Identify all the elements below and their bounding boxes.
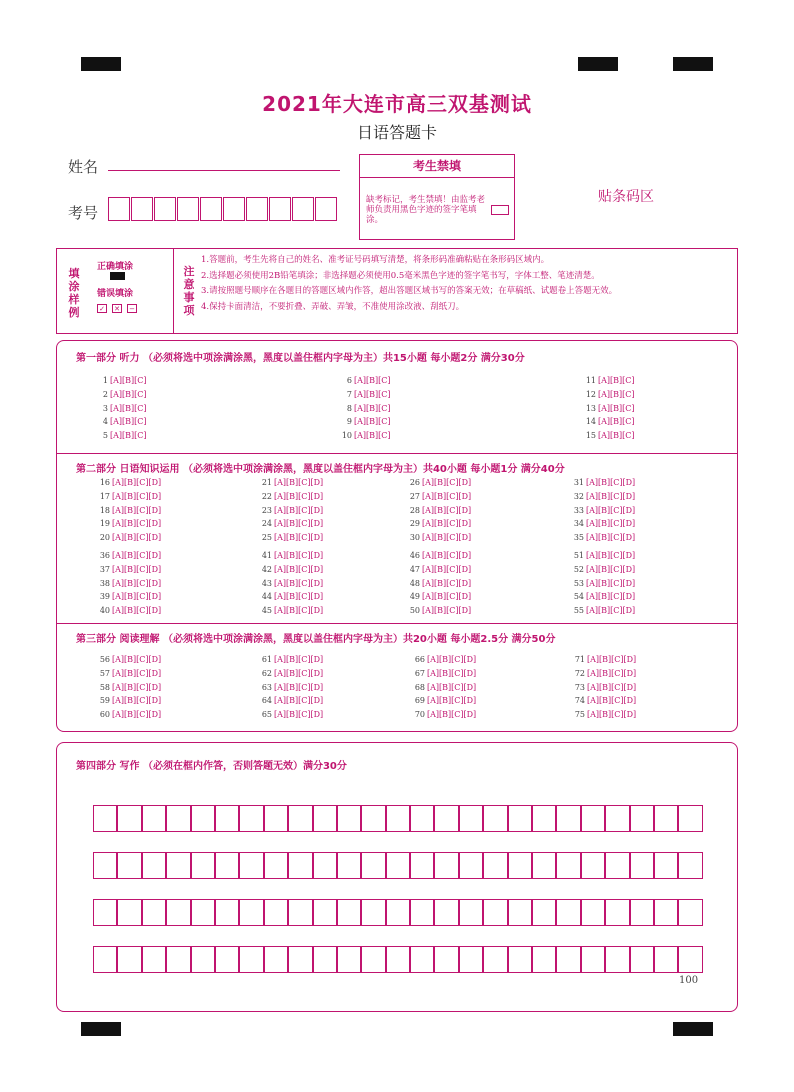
writing-cell[interactable]: [386, 899, 410, 926]
writing-cell[interactable]: [313, 899, 337, 926]
notes-label: 注意事项: [183, 265, 195, 317]
answer-row-47[interactable]: 47 [A][B][C][D]: [409, 564, 472, 574]
writing-cell[interactable]: [361, 805, 385, 832]
note-item: 3.请按照题号顺序在各题目的答题区域内作答，超出答题区域书写的答案无效；在草稿纸、试题卷上答题无效。: [201, 286, 618, 296]
answer-row-5[interactable]: 5 [A][B][C]: [102, 431, 147, 441]
writing-cell[interactable]: [264, 805, 288, 832]
answer-row-4[interactable]: 4 [A][B][C]: [102, 417, 147, 427]
answer-row-34[interactable]: 34 [A][B][C][D]: [573, 519, 636, 529]
name-field[interactable]: [108, 170, 340, 171]
writing-cell[interactable]: [93, 899, 117, 926]
writing-cell[interactable]: [313, 805, 337, 832]
writing-cell[interactable]: [117, 946, 141, 973]
writing-cell[interactable]: [215, 852, 239, 879]
writing-grid-row[interactable]: [93, 899, 703, 926]
writing-cell[interactable]: [191, 805, 215, 832]
answer-row-7[interactable]: 7 [A][B][C]: [346, 389, 391, 399]
alignment-mark: [578, 57, 618, 71]
barcode-area: 贴条码区: [598, 189, 654, 205]
answer-row-48[interactable]: 48 [A][B][C][D]: [409, 578, 472, 588]
writing-cell[interactable]: [532, 899, 556, 926]
answer-row-22[interactable]: 22 [A][B][C][D]: [261, 491, 324, 501]
writing-cell[interactable]: [166, 852, 190, 879]
answer-row-23[interactable]: 23 [A][B][C][D]: [261, 505, 324, 515]
id-label: 考号: [68, 204, 99, 222]
writing-cell[interactable]: [434, 946, 458, 973]
answer-row-24[interactable]: 24 [A][B][C][D]: [261, 519, 324, 529]
answer-row-62[interactable]: 62 [A][B][C][D]: [261, 668, 324, 678]
writing-cell[interactable]: [410, 805, 434, 832]
answer-row-49[interactable]: 49 [A][B][C][D]: [409, 592, 472, 602]
writing-grid-row[interactable]: [93, 852, 703, 879]
wrong-fill-check-icon: ✓: [97, 304, 107, 313]
answer-row-11[interactable]: 11 [A][B][C]: [585, 376, 635, 385]
divider: [173, 249, 174, 333]
page-subtitle: 日语答题卡: [356, 123, 437, 142]
writing-cell[interactable]: [337, 852, 361, 879]
writing-cell[interactable]: [581, 946, 605, 973]
writing-cell[interactable]: [630, 946, 654, 973]
writing-cell[interactable]: [654, 899, 678, 926]
answer-row-63[interactable]: 63 [A][B][C][D]: [261, 682, 324, 692]
answer-row-64[interactable]: 64 [A][B][C][D]: [261, 696, 324, 706]
answer-row-44[interactable]: 44 [A][B][C][D]: [261, 592, 324, 602]
writing-cell[interactable]: [166, 899, 190, 926]
writing-cell[interactable]: [459, 805, 483, 832]
writing-cell[interactable]: [191, 852, 215, 879]
writing-cell[interactable]: [483, 852, 507, 879]
answer-row-37[interactable]: 37 [A][B][C][D]: [99, 564, 162, 574]
answer-row-12[interactable]: 12 [A][B][C]: [585, 389, 635, 399]
alignment-mark: [673, 1022, 713, 1036]
instructions-box: [56, 248, 738, 334]
writing-cell[interactable]: [508, 946, 532, 973]
answer-row-61[interactable]: 61 [A][B][C][D]: [261, 655, 324, 664]
answer-row-21[interactable]: 21 [A][B][C][D]: [261, 478, 324, 487]
answer-row-60[interactable]: 60 [A][B][C][D]: [99, 710, 162, 720]
answer-row-69[interactable]: 69 [A][B][C][D]: [414, 696, 477, 706]
answer-row-33[interactable]: 33 [A][B][C][D]: [573, 505, 636, 515]
answer-row-16[interactable]: 16 [A][B][C][D]: [99, 478, 162, 487]
writing-cell[interactable]: [483, 946, 507, 973]
writing-cell[interactable]: [532, 946, 556, 973]
word-count-label: 100: [679, 975, 699, 986]
writing-cell[interactable]: [337, 899, 361, 926]
writing-cell[interactable]: [386, 852, 410, 879]
answer-row-3[interactable]: 3 [A][B][C]: [102, 403, 147, 413]
answer-row-43[interactable]: 43 [A][B][C][D]: [261, 578, 324, 588]
answer-row-67[interactable]: 67 [A][B][C][D]: [414, 668, 477, 678]
writing-cell[interactable]: [166, 946, 190, 973]
answer-row-26[interactable]: 26 [A][B][C][D]: [409, 478, 472, 487]
writing-cell[interactable]: [239, 852, 263, 879]
writing-cell[interactable]: [459, 946, 483, 973]
answer-row-36[interactable]: 36 [A][B][C][D]: [99, 551, 162, 560]
answer-row-46[interactable]: 46 [A][B][C][D]: [409, 551, 472, 560]
answer-row-28[interactable]: 28 [A][B][C][D]: [409, 505, 472, 515]
answer-row-53[interactable]: 53 [A][B][C][D]: [573, 578, 636, 588]
id-field[interactable]: [108, 197, 338, 221]
writing-cell[interactable]: [532, 852, 556, 879]
answer-row-55[interactable]: 55 [A][B][C][D]: [573, 606, 636, 616]
writing-cell[interactable]: [605, 852, 629, 879]
writing-cell[interactable]: [361, 946, 385, 973]
writing-cell[interactable]: [142, 899, 166, 926]
answer-row-71[interactable]: 71 [A][B][C][D]: [574, 655, 637, 664]
answer-row-1[interactable]: 1 [A][B][C]: [102, 376, 147, 385]
answer-row-45[interactable]: 45 [A][B][C][D]: [261, 606, 324, 616]
writing-grid-row[interactable]: [93, 805, 703, 832]
writing-cell[interactable]: [678, 899, 702, 926]
writing-cell[interactable]: [556, 899, 580, 926]
writing-cell[interactable]: [288, 899, 312, 926]
correct-fill-sample: [110, 272, 125, 280]
writing-cell[interactable]: [434, 899, 458, 926]
answer-row-72[interactable]: 72 [A][B][C][D]: [574, 668, 637, 678]
absent-mark-box[interactable]: [491, 205, 509, 215]
note-item: 4.保持卡面清洁，不要折叠、弄破、弄皱，不准使用涂改液、刮纸刀。: [201, 301, 465, 312]
correct-fill-label: 正确填涂: [97, 262, 134, 272]
answer-row-14[interactable]: 14 [A][B][C]: [585, 417, 635, 427]
answer-row-9[interactable]: 9 [A][B][C]: [346, 417, 391, 427]
writing-cell[interactable]: [654, 946, 678, 973]
writing-cell[interactable]: [142, 852, 166, 879]
writing-cell[interactable]: [386, 805, 410, 832]
answer-row-40[interactable]: 40 [A][B][C][D]: [99, 606, 162, 616]
writing-cell[interactable]: [361, 899, 385, 926]
writing-cell[interactable]: [508, 899, 532, 926]
answer-row-2[interactable]: 2 [A][B][C]: [102, 389, 147, 399]
writing-cell[interactable]: [630, 852, 654, 879]
answer-row-74[interactable]: 74 [A][B][C][D]: [574, 696, 637, 706]
wrong-fill-label: 错误填涂: [97, 289, 134, 299]
answer-row-10[interactable]: 10 [A][B][C]: [341, 431, 391, 441]
writing-cell[interactable]: [654, 805, 678, 832]
answer-row-32[interactable]: 32 [A][B][C][D]: [573, 491, 636, 501]
answer-row-70[interactable]: 70 [A][B][C][D]: [414, 710, 477, 720]
writing-cell[interactable]: [215, 946, 239, 973]
prohibit-title: 考生禁填: [360, 155, 514, 178]
answer-row-58[interactable]: 58 [A][B][C][D]: [99, 682, 162, 692]
answer-row-25[interactable]: 25 [A][B][C][D]: [261, 533, 324, 543]
writing-cell[interactable]: [459, 852, 483, 879]
section-2-heading: 第二部分 日语知识运用 （必须将选中项涂满涂黑，黑度以盖住框内字母为主）共40小题 每小题1分 满分40分: [76, 464, 565, 475]
writing-cell[interactable]: [386, 946, 410, 973]
answer-row-39[interactable]: 39 [A][B][C][D]: [99, 592, 162, 602]
writing-cell[interactable]: [264, 852, 288, 879]
writing-cell[interactable]: [581, 852, 605, 879]
writing-cell[interactable]: [678, 852, 702, 879]
writing-cell[interactable]: [556, 946, 580, 973]
answer-row-20[interactable]: 20 [A][B][C][D]: [99, 533, 162, 543]
answer-row-30[interactable]: 30 [A][B][C][D]: [409, 533, 472, 543]
writing-cell[interactable]: [483, 899, 507, 926]
writing-cell[interactable]: [556, 852, 580, 879]
writing-cell[interactable]: [93, 852, 117, 879]
answer-row-51[interactable]: 51 [A][B][C][D]: [573, 551, 636, 560]
answer-row-41[interactable]: 41 [A][B][C][D]: [261, 551, 324, 560]
writing-cell[interactable]: [410, 899, 434, 926]
writing-cell[interactable]: [556, 805, 580, 832]
writing-cell[interactable]: [93, 805, 117, 832]
writing-cell[interactable]: [581, 805, 605, 832]
writing-cell[interactable]: [313, 946, 337, 973]
section-1-heading: 第一部分 听力 （必须将选中项涂满涂黑，黑度以盖住框内字母为主）共15小题 每小题2分 满分30分: [76, 353, 525, 364]
answer-row-57[interactable]: 57 [A][B][C][D]: [99, 668, 162, 678]
answer-row-50[interactable]: 50 [A][B][C][D]: [409, 606, 472, 616]
answer-row-6[interactable]: 6 [A][B][C]: [346, 376, 391, 385]
writing-cell[interactable]: [142, 946, 166, 973]
writing-cell[interactable]: [410, 946, 434, 973]
answer-row-29[interactable]: 29 [A][B][C][D]: [409, 519, 472, 529]
writing-cell[interactable]: [508, 852, 532, 879]
writing-cell[interactable]: [239, 899, 263, 926]
note-item: 1.答题前，考生先将自己的姓名、准考证号码填写清楚，将条形码准确粘贴在条形码区域内。: [201, 255, 550, 265]
writing-cell[interactable]: [361, 852, 385, 879]
answer-row-35[interactable]: 35 [A][B][C][D]: [573, 533, 636, 543]
answer-row-13[interactable]: 13 [A][B][C]: [585, 403, 635, 413]
writing-cell[interactable]: [313, 852, 337, 879]
writing-cell[interactable]: [581, 899, 605, 926]
writing-cell[interactable]: [508, 805, 532, 832]
section-3-heading: 第三部分 阅读理解 （必须将选中项涂满涂黑，黑度以盖住框内字母为主）共20小题 每小题2.5分 满分50分: [76, 634, 556, 645]
writing-cell[interactable]: [605, 805, 629, 832]
writing-cell[interactable]: [532, 805, 556, 832]
writing-cell[interactable]: [215, 899, 239, 926]
divider: [56, 623, 738, 624]
note-item: 2.选择题必须使用2B铅笔填涂；非选择题必须使用0.5毫米黑色字迹的签字笔书写，字体工整、笔迹清楚。: [201, 270, 600, 281]
writing-cell[interactable]: [678, 805, 702, 832]
answer-row-42[interactable]: 42 [A][B][C][D]: [261, 564, 324, 574]
wrong-fill-dash-icon: −: [127, 304, 137, 313]
writing-cell[interactable]: [288, 805, 312, 832]
writing-cell[interactable]: [434, 805, 458, 832]
answer-row-66[interactable]: 66 [A][B][C][D]: [414, 655, 477, 664]
divider: [56, 453, 738, 454]
writing-cell[interactable]: [337, 805, 361, 832]
answer-row-75[interactable]: 75 [A][B][C][D]: [574, 710, 637, 720]
answer-row-8[interactable]: 8 [A][B][C]: [346, 403, 391, 413]
writing-cell[interactable]: [410, 852, 434, 879]
answer-row-54[interactable]: 54 [A][B][C][D]: [573, 592, 636, 602]
writing-cell[interactable]: [288, 852, 312, 879]
answer-row-59[interactable]: 59 [A][B][C][D]: [99, 696, 162, 706]
writing-cell[interactable]: [117, 805, 141, 832]
writing-cell[interactable]: [239, 946, 263, 973]
prohibit-text: 缺考标记，考生禁填！由监考老师负责用黑色字迹的签字笔填涂。: [366, 195, 486, 225]
writing-cell[interactable]: [434, 852, 458, 879]
name-label: 姓名: [68, 158, 99, 176]
writing-cell[interactable]: [117, 852, 141, 879]
writing-cell[interactable]: [239, 805, 263, 832]
answer-row-17[interactable]: 17 [A][B][C][D]: [99, 491, 162, 501]
answer-row-68[interactable]: 68 [A][B][C][D]: [414, 682, 477, 692]
writing-cell[interactable]: [142, 805, 166, 832]
writing-cell[interactable]: [215, 805, 239, 832]
alignment-mark: [673, 57, 713, 71]
answer-row-73[interactable]: 73 [A][B][C][D]: [574, 682, 637, 692]
writing-cell[interactable]: [483, 805, 507, 832]
writing-cell[interactable]: [605, 899, 629, 926]
alignment-mark: [81, 57, 121, 71]
writing-cell[interactable]: [630, 805, 654, 832]
answer-row-31[interactable]: 31 [A][B][C][D]: [573, 478, 636, 487]
writing-cell[interactable]: [605, 946, 629, 973]
writing-cell[interactable]: [288, 946, 312, 973]
answer-row-56[interactable]: 56 [A][B][C][D]: [99, 655, 162, 664]
writing-cell[interactable]: [191, 899, 215, 926]
notes-list: [201, 253, 731, 315]
wrong-fill-cross-icon: ✕: [112, 304, 122, 313]
writing-grid-row[interactable]: [93, 946, 703, 973]
section-4-heading: 第四部分 写作 （必须在框内作答，否则答题无效）满分30分: [76, 761, 347, 772]
answer-row-52[interactable]: 52 [A][B][C][D]: [573, 564, 636, 574]
answer-row-27[interactable]: 27 [A][B][C][D]: [409, 491, 472, 501]
answer-row-18[interactable]: 18 [A][B][C][D]: [99, 505, 162, 515]
writing-cell[interactable]: [191, 946, 215, 973]
writing-cell[interactable]: [264, 899, 288, 926]
answer-row-19[interactable]: 19 [A][B][C][D]: [99, 519, 162, 529]
answer-row-65[interactable]: 65 [A][B][C][D]: [261, 710, 324, 720]
writing-cell[interactable]: [93, 946, 117, 973]
answer-row-15[interactable]: 15 [A][B][C]: [585, 431, 635, 441]
writing-cell[interactable]: [166, 805, 190, 832]
answer-row-38[interactable]: 38 [A][B][C][D]: [99, 578, 162, 588]
page-title: 2021年大连市高三双基测试: [262, 92, 532, 116]
fill-sample-label: 填涂样例: [68, 267, 80, 319]
alignment-mark: [81, 1022, 121, 1036]
writing-cell[interactable]: [459, 899, 483, 926]
writing-cell[interactable]: [654, 852, 678, 879]
writing-cell[interactable]: [678, 946, 702, 973]
writing-cell[interactable]: [117, 899, 141, 926]
writing-cell[interactable]: [337, 946, 361, 973]
writing-cell[interactable]: [264, 946, 288, 973]
prohibit-box: [359, 154, 515, 240]
writing-cell[interactable]: [630, 899, 654, 926]
